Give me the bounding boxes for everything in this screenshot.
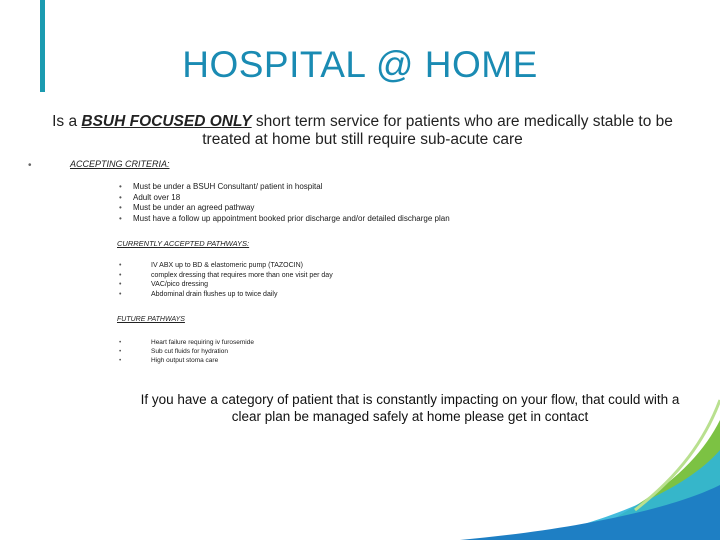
list-item (119, 213, 450, 225)
intro-emphasis: BSUH FOCUSED ONLY (81, 113, 252, 130)
current-pathways-list (119, 261, 333, 299)
slide-title: HOSPITAL @ HOME (182, 44, 538, 85)
bullet-marker: • (119, 182, 122, 191)
list-item-text: Abdominal drain flushes up to twice daily (151, 290, 278, 298)
bullet-marker: • (119, 203, 122, 212)
list-item-text: Must have a follow up appointment booked prior discharge and/or detailed discharge plan (133, 213, 450, 223)
list-item (119, 192, 450, 204)
current-pathways-heading: CURRENTLY ACCEPTED PATHWAYS: (117, 239, 250, 248)
bullet-marker: • (119, 281, 122, 289)
decorative-wave-graphic (420, 380, 720, 540)
list-item-text: VAC/pico dressing (151, 281, 209, 289)
list-item (119, 261, 333, 271)
bullet-marker: • (119, 348, 122, 356)
bullet-marker: • (119, 339, 122, 346)
list-item-text: IV ABX up to BD & elastomeric pump (TAZOCIN) (151, 262, 303, 269)
list-item (119, 182, 450, 193)
bullet-marker: • (119, 290, 122, 298)
bullet-marker: • (119, 192, 122, 202)
accepting-criteria-list (119, 182, 450, 224)
closing-statement: If you have a category of patient that is constantly impacting on your flow, that could with a clear plan be managed safely at home please get in contact (140, 392, 680, 424)
list-item-text: Heart failure requiring iv furosemide (151, 339, 254, 346)
future-pathways-heading: FUTURE PATHWAYS (117, 316, 185, 323)
list-item (119, 356, 254, 365)
accepting-criteria-heading: ACCEPTING CRITERIA: (70, 159, 170, 169)
bullet-marker: • (119, 213, 122, 223)
list-item-text: Must be under a BSUH Consultant/ patient in hospital (133, 182, 323, 191)
list-item (119, 271, 333, 281)
list-item-text: Adult over 18 (133, 192, 181, 202)
future-pathways-list (119, 338, 254, 366)
intro-suffix: short term service for patients who are medically stable to be treated at home but still require sub-acute care (202, 113, 673, 148)
list-item (119, 338, 254, 347)
list-item (119, 280, 333, 290)
bullet-marker: • (119, 271, 122, 279)
main-bullet: • (28, 160, 32, 171)
list-item-text: Sub cut fluids for hydration (151, 348, 228, 356)
list-item (119, 290, 333, 300)
intro-statement (50, 113, 675, 149)
intro-prefix: Is a (52, 113, 82, 130)
list-item (119, 347, 254, 356)
list-item-text: Must be under an agreed pathway (133, 203, 255, 212)
list-item-text: High output stoma care (151, 357, 219, 365)
list-item (119, 203, 450, 214)
list-item-text: complex dressing that requires more than one visit per day (151, 271, 333, 279)
bullet-marker: • (119, 357, 122, 365)
bullet-marker: • (119, 262, 122, 269)
